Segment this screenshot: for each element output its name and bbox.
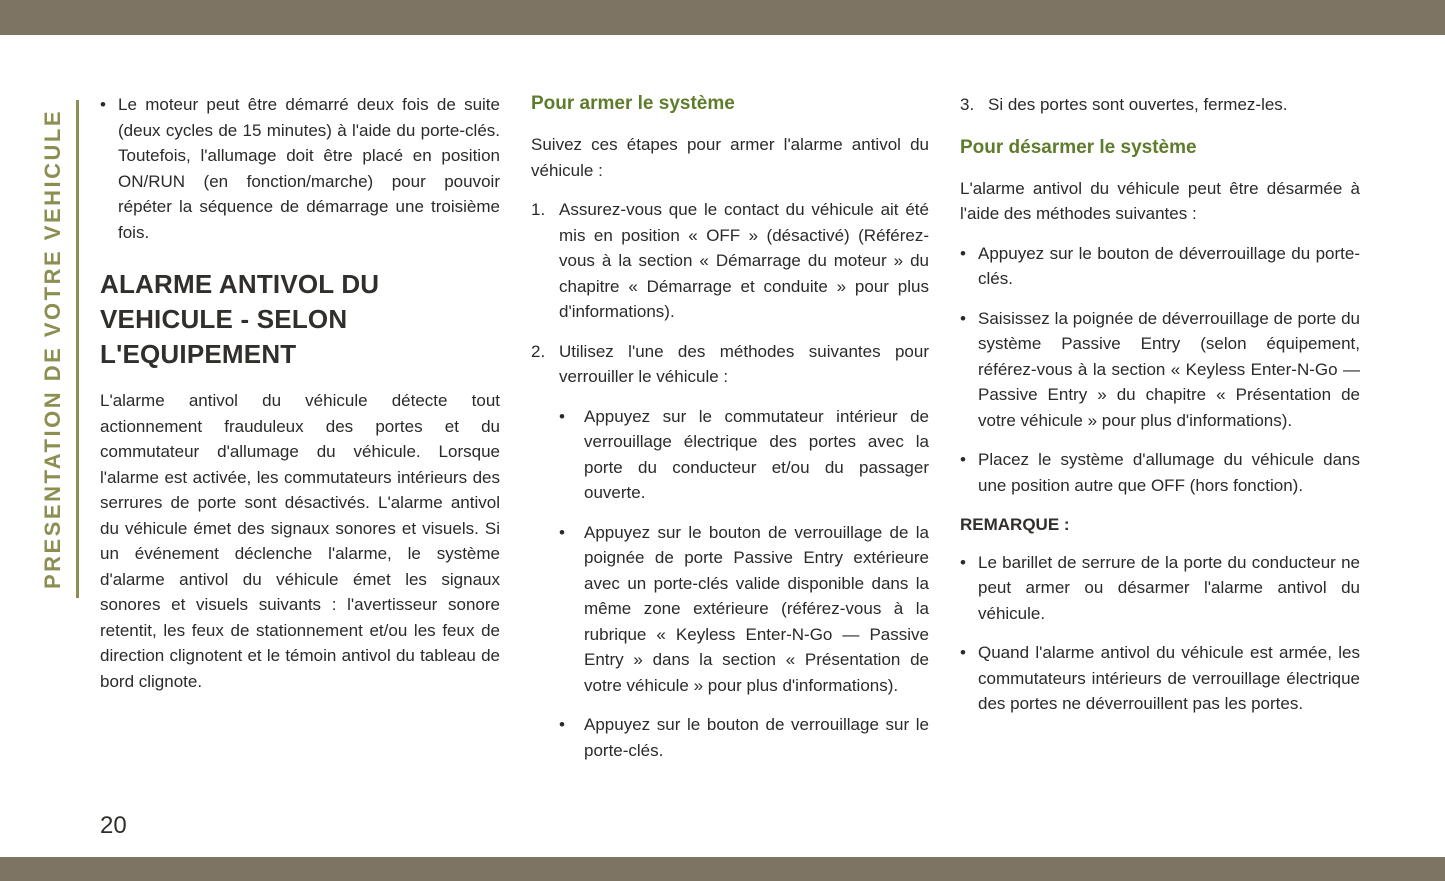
page-number: 20 xyxy=(100,812,127,839)
sub-bullet-list xyxy=(531,404,929,764)
numbered-text: Utilisez l'une des méthodes suivantes pour verrouiller le véhicule : xyxy=(559,341,929,386)
bottom-band xyxy=(0,857,1445,881)
bullet-marker: • xyxy=(960,450,966,469)
top-band xyxy=(0,0,1445,35)
bullet-item xyxy=(960,640,1360,717)
bullet-item xyxy=(100,92,500,245)
bullet-marker: • xyxy=(960,308,966,328)
note-heading: REMARQUE : xyxy=(960,515,1070,534)
number-marker: 1. xyxy=(531,200,546,219)
column-middle xyxy=(531,92,929,777)
intro-text: L'alarme antivol du véhicule peut être désarmée à l'aide des méthodes suivantes : xyxy=(960,178,1360,223)
number-marker: 2. xyxy=(531,341,546,361)
bullet-item xyxy=(960,241,1360,292)
page-content xyxy=(100,92,1360,777)
bullet-marker: • xyxy=(559,715,565,734)
column-left xyxy=(100,92,500,777)
bullet-item xyxy=(960,447,1360,498)
bullet-marker: • xyxy=(960,243,966,263)
numbered-item xyxy=(960,92,1360,118)
bullet-item xyxy=(960,550,1360,627)
bullet-item xyxy=(559,712,929,763)
bullet-marker: • xyxy=(960,643,966,662)
bullet-text: Appuyez sur le commutateur intérieur de verrouillage électrique des portes avec la porte du conducteur et/ou du passager ouverte. xyxy=(584,406,929,502)
bullet-marker: • xyxy=(559,522,565,542)
bullet-marker: • xyxy=(960,552,966,572)
intro-text: Suivez ces étapes pour armer l'alarme antivol du véhicule : xyxy=(531,135,929,180)
numbered-text: Si des portes sont ouvertes, fermez-les. xyxy=(988,95,1288,114)
bullet-text: Appuyez sur le bouton de verrouillage de la poignée de porte Passive Entry extérieure avec un porte-clés valide disponible dans la même zone extérieure (référez-vous à la rubrique « Keyless Enter-N-Go — Passive Entry » dans la section « Présentation de votre véhicule » pour plus d'informations). xyxy=(584,522,929,695)
numbered-item xyxy=(531,339,929,390)
subsection-heading-disarm: Pour désarmer le système xyxy=(960,136,1197,158)
bullet-marker: • xyxy=(100,95,106,114)
section-heading: ALARME ANTIVOL DU VEHICULE - SELON L'EQUIPEMENT xyxy=(100,269,380,369)
chapter-title-vertical: PRESENTATION DE VOTRE VEHICULE xyxy=(40,109,65,590)
bullet-text: Appuyez sur le bouton de déverrouillage du porte-clés. xyxy=(978,243,1360,288)
bullet-text: Le moteur peut être démarré deux fois de suite (deux cycles de 15 minutes) à l'aide du porte-clés. Toutefois, l'allumage doit être placé en position ON/RUN (en fonction/marche) pour pouvoir répéter la séquence de démarrage une troisième fois. xyxy=(118,95,500,242)
bullet-marker: • xyxy=(559,406,565,426)
bullet-text: Le barillet de serrure de la porte du conducteur ne peut armer ou désarmer l'alarme antivol du véhicule. xyxy=(978,552,1360,623)
bullet-item xyxy=(559,520,929,699)
sidebar-rule xyxy=(76,100,79,598)
bullet-item xyxy=(559,404,929,506)
paragraph: L'alarme antivol du véhicule détecte tout actionnement frauduleux des portes et du commutateur d'allumage du véhicule. Lorsque l'alarme est activée, les commutateurs intérieurs des serrures de porte sont désactivés. L'alarme antivol du véhicule émet des signaux sonores et visuels. Si un événement déclenche l'alarme, le système d'alarme antivol du véhicule émet les signaux sonores et visuels suivants : l'avertisseur sonore retentit, les feux de stationnement et/ou les feux de direction clignotent et le témoin antivol du tableau de bord clignote. xyxy=(100,391,500,691)
numbered-text: Assurez-vous que le contact du véhicule ait été mis en position « OFF » (désactivé) (Référez-vous à la section « Démarrage du moteur » du chapitre « Démarrage et conduite » pour plus d'informations). xyxy=(559,200,929,321)
numbered-item xyxy=(531,197,929,325)
bullet-text: Placez le système d'allumage du véhicule dans une position autre que OFF (hors fonction). xyxy=(978,450,1360,495)
bullet-text: Quand l'alarme antivol du véhicule est armée, les commutateurs intérieurs de verrouillage électrique des portes ne déverrouillent pas les portes. xyxy=(978,643,1360,713)
number-marker: 3. xyxy=(960,95,975,114)
bullet-text: Appuyez sur le bouton de verrouillage sur le porte-clés. xyxy=(584,715,929,760)
subsection-heading-arm: Pour armer le système xyxy=(531,93,735,114)
bullet-text: Saisissez la poignée de déverrouillage de porte du système Passive Entry (selon équipement, référez-vous à la section « Keyless Enter-N-Go — Passive Entry » du chapitre « Présentation de votre véhicule » pour plus d'informations). xyxy=(978,308,1360,430)
column-right xyxy=(960,92,1360,777)
bullet-item xyxy=(960,306,1360,434)
